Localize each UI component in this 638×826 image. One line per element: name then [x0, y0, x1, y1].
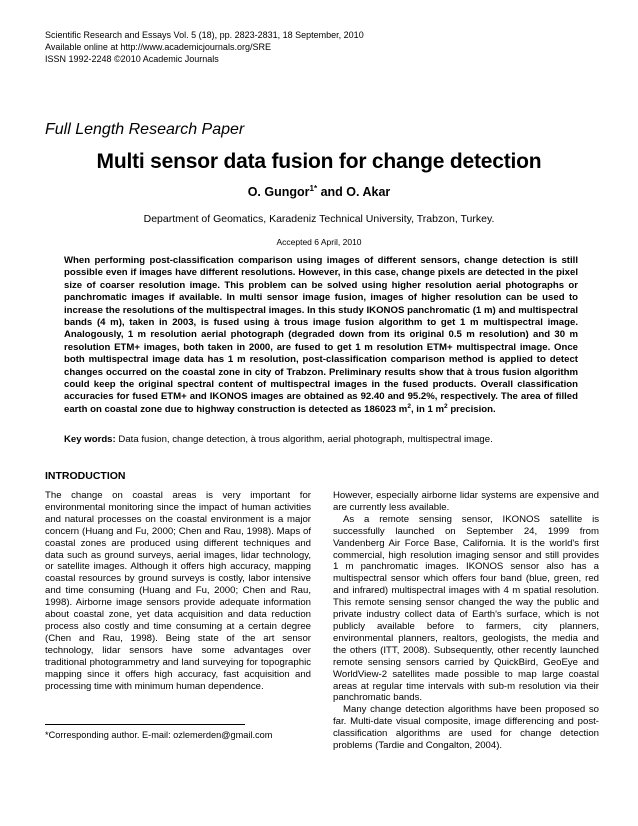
author-connector: and: [317, 185, 347, 200]
accepted-date: Accepted 6 April, 2010: [276, 237, 362, 247]
section-heading: INTRODUCTION: [45, 470, 126, 482]
intro-paragraph-3: As a remote sensing sensor, IKONOS satellite is successfully launched on September 24, 1999 from Vandenberg Air Force Base, California. It is the world's first commercial, high resolution imaging sensor and still provides 1 m panchromatic images. IKONOS sensor also has a multispectral sensor which offers four band (blue, green, red and infrared) multispectral images with 4 m spatial resolution. This remote sensing sensor changed the way the public and private industry collect data of Earth's surface, which is not publicly available before to farmers, city planners, environmental planners, realtors, geologists, the media and the others (ITT, 2008). Subsequently, other recently launched remote sensing sensors carried by QuickBird, GeoEye and WorldView-2 satellites made possible to map large coastal areas at regular time intervals with sub-m resolution via their panchromatic bands.: [333, 513, 599, 704]
journal-issn: ISSN 1992-2248 ©2010 Academic Journals: [45, 54, 219, 64]
author-1-affiliation-mark: 1*: [309, 184, 318, 193]
journal-header: [45, 29, 364, 65]
intro-paragraph-1: The change on coastal areas is very important for environmental monitoring since the impact of human activities and natural processes on the coastal environment is a major concern (Huang and Fu, 2000; Chen and Rau, 1998). Maps of coastal zones are produced using different techniques and data such as ground surveys, aerial images, lidar technology, or satellite images. Although it offers high accuracy, mapping coastal resources by ground surveys is costly, labor intensive and time consuming (Huang and Fu, 2000; Chen and Rau, 1998). Airborne image sensors provide adequate information about coastal zone, yet data acquisition and data reduction process also costly and time consuming at a certain degree (Chen and Rau, 1998). Being state of the art sensor technology, lidar sensors have some advantages over traditional photogrammetry and land surveying for topographic mapping since it offers high accuracy, fast acquisition and processing time with minimum human dependence.: [45, 490, 311, 692]
right-column: [333, 490, 599, 752]
abstract: When performing post-classification comparison using images of different sensors, change detection is still possible even if images have different resolutions. However, in this case, change pixels are detected in the pixel size of coarser resolution image. This problem can be solved using higher resolution aerial photographs or panchromatic images if available. In multi sensor image fusion, images of higher resolution can be used to increase the resolutions of the multispectral images. In this study IKONOS panchromatic (1 m) and multispectral bands (4 m), taken in 2003, is fused using à trous image fusion algorithm to get 1 m multispectral image. Analogously, 1 m resolution aerial photograph (degraded down from its original 0.5 m resolution) and 30 m resolution ETM+ images, both taken in 2000, are fused to get 1 m resolution ETM+ multispectral image. Once both multispectral image data has 1 m resolution, post-classification comparison method is applied to detect changes occurred on the coastal zone in city of Trabzon. Preliminary results show that à trous fusion algorithm could keep the original spectral content of multispectral images in the fused products. Overall classification accuracies for fused ETM+ and IKONOS images are obtained as 92.40 and 95.2%, respectively. The area of filled earth on coastal zone due to highway construction is detected as 186023 $m^2$, in 1 $m^2$ precision.: [64, 255, 578, 415]
paper-type: Full Length Research Paper: [45, 121, 245, 138]
author-1: O. Gungor: [247, 185, 310, 200]
corresponding-author-footnote: *Corresponding author. E-mail: ozlemerden@gmail.com: [45, 730, 273, 740]
intro-paragraph-2: However, especially airborne lidar systems are expensive and are currently less available.: [333, 490, 599, 513]
affiliation: Department of Geomatics, Karadeniz Technical University, Trabzon, Turkey.: [143, 213, 495, 225]
keywords-label: Key words:: [64, 434, 116, 445]
author-line: [0, 184, 638, 199]
journal-url-line: Available online at http://www.academicjournals.org/SRE: [45, 42, 271, 52]
journal-citation: Scientific Research and Essays Vol. 5 (18), pp. 2823-2831, 18 September, 2010: [45, 30, 364, 40]
footnote-divider: [45, 724, 245, 725]
author-2: O. Akar: [346, 185, 391, 200]
keywords: [64, 434, 578, 446]
paper-title: Multi sensor data fusion for change detection: [96, 150, 542, 173]
keywords-text: Data fusion, change detection, à trous algorithm, aerial photograph, multispectral image.: [115, 434, 493, 445]
intro-paragraph-4: Many change detection algorithms have been proposed so far. Multi-date visual composite, image differencing and post-classification algorithms are used for change detection problems (Tardie and Congalton, 2004).: [333, 704, 599, 752]
left-column: [45, 490, 311, 692]
